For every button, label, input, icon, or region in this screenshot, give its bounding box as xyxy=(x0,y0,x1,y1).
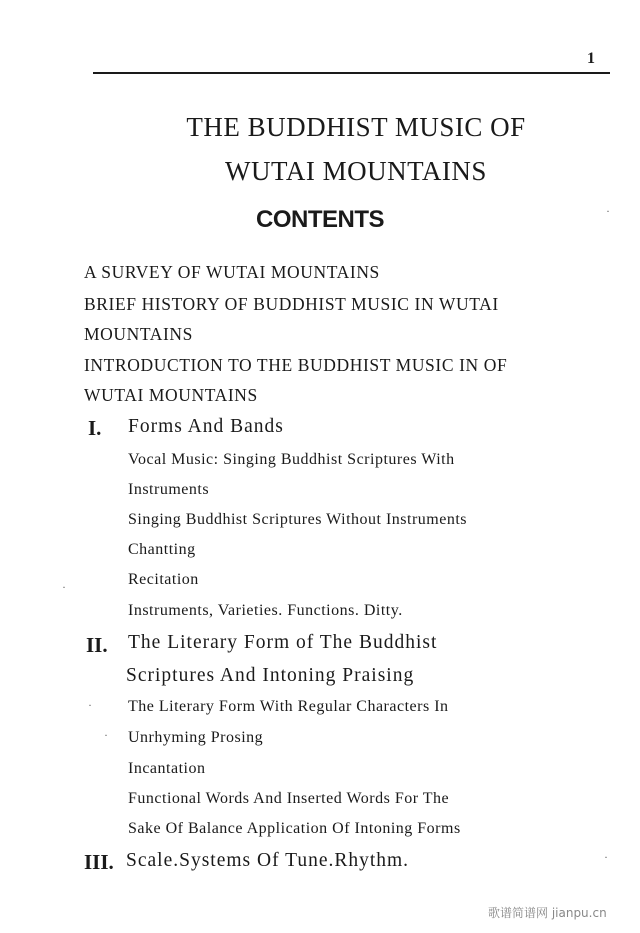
scan-speck: · xyxy=(62,580,66,594)
title-line-2: WUTAI MOUNTAINS xyxy=(225,156,487,186)
page-number: 1 xyxy=(587,50,595,67)
part-2-item: The Literary Form With Regular Characters In xyxy=(128,698,449,715)
part-1-item: Singing Buddhist Scriptures Without Instruments xyxy=(128,511,468,528)
part-1-numeral: I. xyxy=(88,416,102,440)
section-brief-history: BRIEF HISTORY OF BUDDHIST MUSIC IN WUTAI xyxy=(84,294,499,314)
part-1-item-text: Vocal Music: Singing Buddhist Scriptures With xyxy=(128,451,455,468)
part-1-item: Instruments xyxy=(128,481,210,498)
title-line-1: THE BUDDHIST MUSIC OF xyxy=(186,112,526,142)
part-3-title: Scale.Systems Of Tune.Rhythm. xyxy=(126,850,410,871)
section-introduction: INTRODUCTION TO THE BUDDHIST MUSIC IN OF xyxy=(84,355,508,375)
contents-heading: CONTENTS xyxy=(256,206,384,233)
section-survey: A SURVEY OF WUTAI MOUNTAINS xyxy=(84,262,380,282)
header-rule xyxy=(93,72,610,74)
scan-speck: · xyxy=(604,850,608,864)
part-2-item: Functional Words And Inserted Words For The xyxy=(128,790,450,807)
part-1-item: Recitation xyxy=(128,571,199,588)
scan-speck: · xyxy=(606,204,610,218)
part-2-item: Incantation xyxy=(128,760,206,777)
scan-speck: · xyxy=(88,698,92,712)
part-1-item: Chantting xyxy=(128,541,196,558)
part-1-title: Forms And Bands xyxy=(128,416,284,437)
part-1-item: Instruments, Varieties. Functions. Ditty. xyxy=(128,602,403,619)
part-2-numeral: II. xyxy=(86,633,108,657)
section-introduction-cont: WUTAI MOUNTAINS xyxy=(84,385,258,405)
part-1-item xyxy=(128,451,585,469)
section-brief-history-cont: MOUNTAINS xyxy=(84,324,193,344)
part-2-title-line-1: The Literary Form of The Buddhist xyxy=(128,632,438,653)
part-2-item: Unrhyming Prosing xyxy=(128,729,264,746)
part-2-title-line-2: Scriptures And Intoning Praising xyxy=(126,665,415,686)
part-2-item: Sake Of Balance Application Of Intoning Forms xyxy=(128,820,461,837)
watermark: 歌谱简谱网 jianpu.cn xyxy=(488,906,607,920)
part-3-numeral: III. xyxy=(84,850,114,874)
scan-speck: · xyxy=(104,728,108,742)
